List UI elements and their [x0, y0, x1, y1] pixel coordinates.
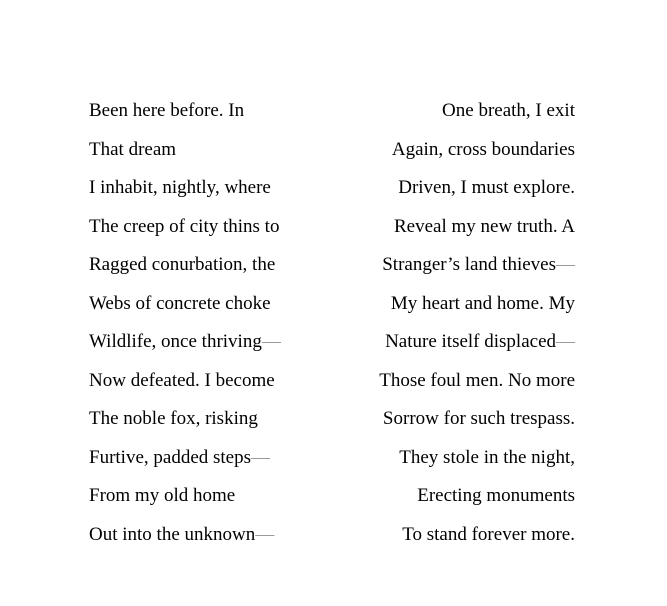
poem-line-right: Again, cross boundaries — [391, 138, 575, 160]
poem-left-column — [89, 92, 281, 554]
poem-line-right: My heart and home. My — [390, 292, 575, 314]
poem-line-right: To stand forever more. — [402, 523, 575, 545]
poem-line-left: From my old home — [89, 485, 236, 506]
poem-line-right: Driven, I must explore. — [398, 177, 575, 198]
poem-line-left: Wildlife, once thriving— — [89, 331, 281, 352]
poem-line-right: Reveal my new truth. A — [394, 215, 575, 237]
poem-line-right: Those foul men. No more — [379, 369, 575, 391]
poem-line-right: They stole in the night, — [399, 446, 575, 468]
poem-line-left: The noble fox, risking — [89, 408, 258, 429]
poem-line-left: Webs of concrete choke — [89, 292, 271, 314]
poem-line-right: Erecting monuments — [417, 485, 575, 506]
poem-line-left: Now defeated. I become — [89, 369, 275, 391]
poem-line-right: Sorrow for such trespass. — [382, 408, 575, 429]
poem — [89, 92, 575, 554]
poem-right-column — [379, 92, 575, 554]
poem-line-left: I inhabit, nightly, where — [89, 177, 271, 198]
poem-line-left: Out into the unknown— — [89, 523, 275, 545]
poem-line-left: Furtive, padded steps— — [89, 446, 271, 468]
poem-line-right: One breath, I exit — [442, 100, 575, 121]
poem-line-left: Ragged conurbation, the — [89, 254, 276, 275]
poem-line-left: The creep of city thins to — [89, 215, 280, 237]
poem-line-right: Nature itself displaced— — [385, 331, 575, 352]
poem-line-right: Stranger’s land thieves— — [382, 254, 575, 275]
poem-line-left: Been here before. In — [89, 100, 245, 121]
poem-line-left: That dream — [89, 138, 177, 160]
